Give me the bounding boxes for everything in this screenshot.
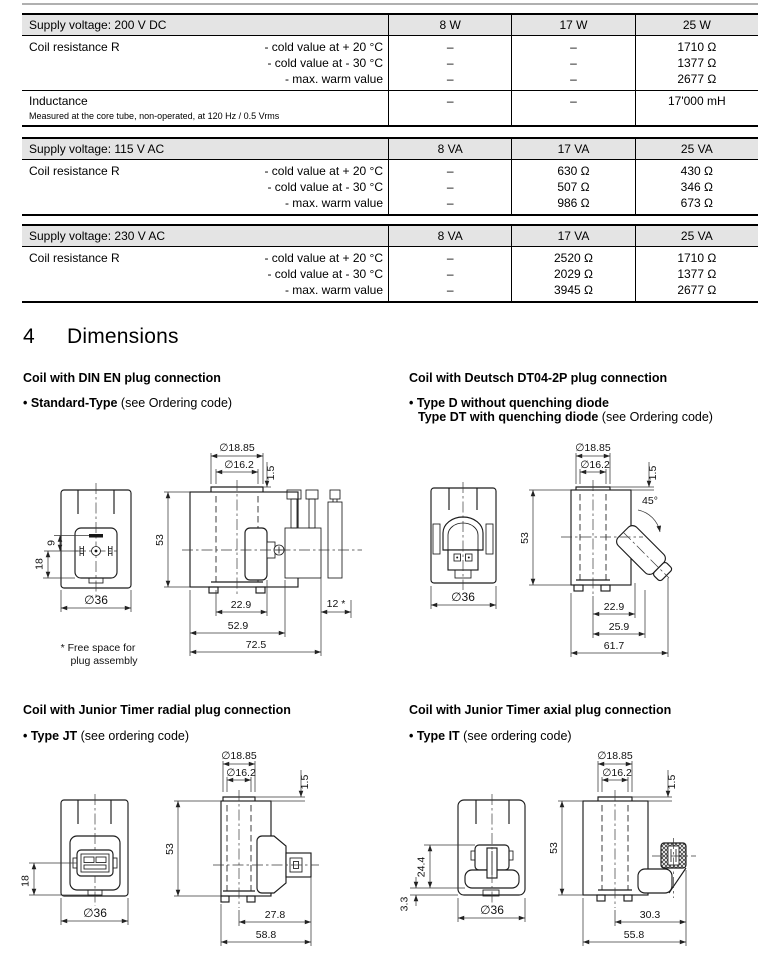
inductance-row [22, 90, 758, 125]
value-cell: 430 Ω [680, 163, 713, 178]
value-column [388, 247, 511, 301]
value-column [511, 36, 634, 90]
sub-label: - cold value at - 30 °C [267, 55, 383, 70]
it-bullet [409, 729, 572, 743]
din-type: • Standard-Type [23, 396, 118, 410]
dim-label-1-5: 1.5 [666, 774, 678, 790]
jt-side-view [164, 750, 319, 946]
value-cell: 1377 Ω [677, 266, 717, 281]
dim-label-30-3: 30.3 [639, 909, 661, 921]
value-column [635, 160, 758, 214]
value-column [388, 36, 511, 90]
inductance-note: Measured at the core tube, non-operated, at 120 Hz / 0.5 Vrms [29, 110, 280, 121]
dim-label-22-9: 22.9 [603, 601, 625, 613]
dim-label-d36: ∅36 [83, 906, 107, 920]
value-cell: 346 Ω [680, 179, 713, 194]
table-header-row [22, 226, 758, 247]
table-230vac [22, 224, 758, 303]
table-115vac [22, 137, 758, 216]
sub-label: - cold value at - 30 °C [267, 266, 383, 281]
section-title: Dimensions [67, 325, 179, 348]
section-number: 4 [23, 325, 35, 348]
dim-label-58-8: 58.8 [255, 929, 277, 941]
value-cell: – [570, 39, 577, 54]
table-title: Supply voltage: 200 V DC [29, 18, 167, 32]
din-bullet [23, 396, 232, 410]
din-side-view [154, 442, 362, 656]
dim-label-18: 18 [19, 875, 32, 887]
din-plug-key-bar [89, 534, 103, 538]
label-cell [22, 247, 388, 301]
value-cell: – [570, 71, 577, 86]
dim-label-12-free: 12 * [326, 598, 346, 610]
dim-label-1-5: 1.5 [647, 465, 659, 481]
deutsch-heading: Coil with Deutsch DT04-2P plug connection [409, 371, 668, 385]
jt-plug-housing [257, 836, 286, 893]
value-cell: – [446, 71, 454, 86]
it-diagram [398, 746, 770, 970]
dim-label-tube-id: ∅16.2 [580, 459, 610, 471]
value-cell: 507 Ω [557, 179, 590, 194]
value-cell: – [388, 91, 511, 125]
dim-label-53: 53 [519, 532, 531, 544]
label-cell [22, 160, 388, 214]
dim-label-1-5: 1.5 [299, 774, 311, 790]
column-header-25va: 25 VA [635, 139, 758, 159]
value-cell: – [511, 91, 634, 125]
deutsch-diagram [403, 438, 770, 674]
dim-label-3-3: 3.3 [398, 896, 411, 912]
dim-label-tube-od: ∅18.85 [219, 442, 255, 454]
it-front-view [399, 794, 526, 922]
it-side-view [548, 750, 696, 946]
value-cell: 1710 Ω [677, 39, 717, 54]
din-heading: Coil with DIN EN plug connection [23, 371, 221, 385]
jt-bullet [23, 729, 189, 743]
dim-label-61-7: 61.7 [603, 640, 625, 652]
column-header-8w: 8 W [388, 15, 511, 35]
value-cell: – [446, 250, 454, 265]
value-cell: – [446, 195, 454, 210]
value-column [635, 247, 758, 301]
row-label: Coil resistance R [29, 39, 120, 54]
dim-label-55-8: 55.8 [623, 929, 645, 941]
dim-label-52-9: 52.9 [227, 620, 249, 632]
dim-label-53: 53 [548, 842, 560, 854]
din-type-note: (see Ordering code) [117, 396, 233, 410]
column-header-8va: 8 VA [388, 139, 511, 159]
dim-label-d36: ∅36 [451, 590, 475, 604]
column-header-17va: 17 VA [511, 226, 634, 246]
row-label: Coil resistance R [29, 250, 120, 265]
value-cell: – [446, 266, 454, 281]
jt-front-view [20, 794, 129, 925]
dim-label-9: 9 [45, 540, 58, 546]
dim-label-1-5: 1.5 [265, 465, 277, 481]
jt-heading: Coil with Junior Timer radial plug connection [23, 703, 291, 717]
value-cell: – [446, 39, 454, 54]
sub-label: - cold value at + 20 °C [264, 39, 383, 54]
din-connector-body [285, 528, 321, 578]
value-cell: 630 Ω [557, 163, 590, 178]
value-cell: – [446, 163, 454, 178]
column-header-17va: 17 VA [511, 139, 634, 159]
deutsch-type-dt-note: (see Ordering code) [598, 410, 713, 424]
value-cell: 1377 Ω [677, 55, 717, 70]
dim-label-tube-id: ∅16.2 [226, 767, 256, 779]
table-header-row [22, 15, 758, 36]
section-heading [23, 325, 179, 349]
value-cell: 17'000 mH [635, 91, 758, 125]
value-cell: 2677 Ω [677, 282, 717, 297]
inductance-label: Inductance [29, 93, 88, 108]
value-column [511, 247, 634, 301]
sub-label: - max. warm value [284, 195, 383, 210]
value-column [635, 36, 758, 90]
value-cell: – [446, 282, 454, 297]
table-body [22, 160, 758, 214]
jt-type-note: (see ordering code) [77, 729, 190, 743]
value-column [511, 160, 634, 214]
sub-label: - cold value at - 30 °C [267, 179, 383, 194]
label-cell [22, 36, 388, 90]
deutsch-type-d: • Type D without quenching diode [409, 396, 609, 410]
dim-label-d36: ∅36 [84, 593, 108, 607]
dim-label-53: 53 [154, 534, 166, 546]
dim-label-24-4: 24.4 [415, 856, 428, 878]
dim-label-18: 18 [33, 558, 46, 570]
table-header-row [22, 139, 758, 160]
dim-label-tube-id: ∅16.2 [224, 459, 254, 471]
deutsch-type-dt [409, 410, 713, 424]
value-cell: – [446, 55, 454, 70]
value-cell: 986 Ω [557, 195, 590, 210]
table-200vdc [22, 13, 758, 127]
value-cell: – [446, 179, 454, 194]
row-label: Coil resistance R [29, 163, 120, 178]
sub-label: - max. warm value [284, 71, 383, 86]
value-cell: 2029 Ω [553, 266, 593, 281]
column-header-17w: 17 W [511, 15, 634, 35]
sub-label: - max. warm value [284, 282, 383, 297]
deutsch-side-view [519, 442, 676, 657]
sub-label: - cold value at + 20 °C [264, 163, 383, 178]
dim-label-tube-od: ∅18.85 [597, 750, 633, 762]
it-plug-housing [638, 869, 672, 893]
footnote-line1: * Free space for [60, 642, 136, 654]
table-body [22, 36, 758, 90]
dim-label-25-9: 25.9 [608, 621, 630, 633]
it-type-note: (see ordering code) [459, 729, 572, 743]
label-cell [22, 91, 388, 125]
column-header-25va: 25 VA [635, 226, 758, 246]
dim-label-53: 53 [164, 843, 176, 855]
din-plug-housing [245, 528, 267, 580]
din-diagram [18, 438, 380, 674]
column-header-25w: 25 W [635, 15, 758, 35]
value-cell: 1710 Ω [677, 250, 717, 265]
it-heading: Coil with Junior Timer axial plug connection [409, 703, 672, 717]
footnote-line2: plug assembly [70, 655, 138, 667]
dim-label-tube-od: ∅18.85 [575, 442, 611, 454]
dim-label-45deg: 45° [642, 495, 658, 507]
dim-label-tube-od: ∅18.85 [221, 750, 257, 762]
dim-label-27-8: 27.8 [264, 909, 286, 921]
deutsch-type-dt-bold: Type DT with quenching diode [418, 410, 599, 424]
column-header-8va: 8 VA [388, 226, 511, 246]
deutsch-front-view [431, 482, 496, 609]
value-column [388, 160, 511, 214]
value-cell: – [570, 55, 577, 70]
sub-label: - cold value at + 20 °C [264, 250, 383, 265]
dim-label-72-5: 72.5 [245, 639, 267, 651]
table-title: Supply voltage: 115 V AC [29, 142, 165, 156]
value-cell: 2677 Ω [677, 71, 717, 86]
value-cell: 673 Ω [680, 195, 713, 210]
din-front-view [34, 483, 139, 667]
table-title: Supply voltage: 230 V AC [29, 229, 166, 243]
page-top-rule [22, 3, 758, 5]
table-body [22, 247, 758, 301]
dim-label-d36: ∅36 [480, 903, 504, 917]
deutsch-bullet [409, 396, 713, 424]
dim-label-tube-id: ∅16.2 [602, 767, 632, 779]
value-cell: 3945 Ω [553, 282, 593, 297]
it-type: • Type IT [409, 729, 460, 743]
value-cell: 2520 Ω [553, 250, 593, 265]
jt-diagram [18, 746, 380, 970]
jt-type: • Type JT [23, 729, 78, 743]
dim-label-22-9: 22.9 [230, 599, 252, 611]
